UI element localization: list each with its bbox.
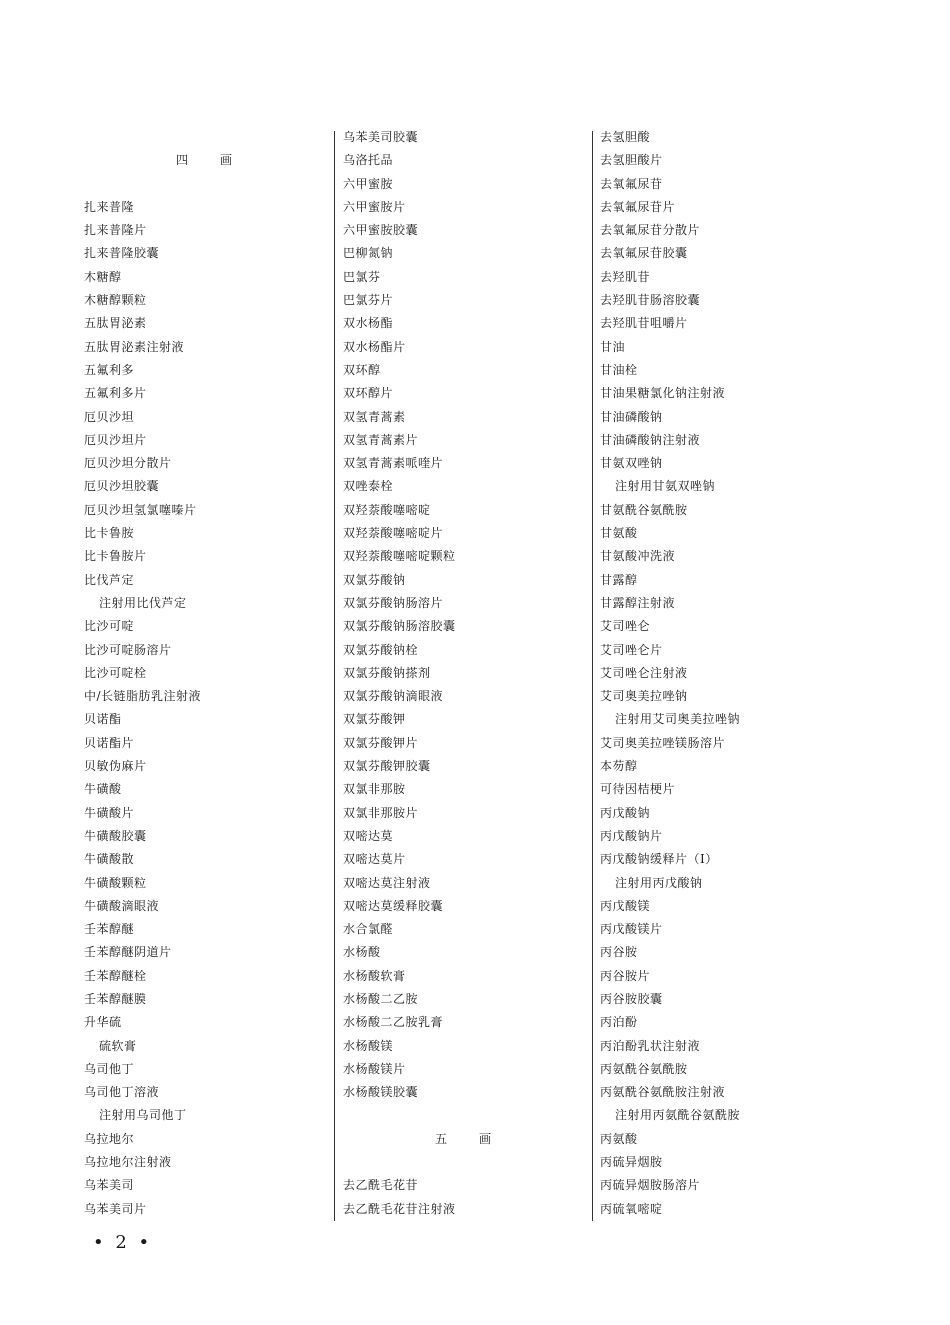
index-entry: 去羟肌苷肠溶胶囊: [600, 293, 701, 308]
index-entry: 厄贝沙坦片: [84, 432, 147, 447]
index-entry: 水杨酸软膏: [343, 968, 406, 983]
index-entry: 甘油果糖氯化钠注射液: [600, 386, 726, 401]
index-entry: 丙氨酰谷氨酰胺: [600, 1061, 688, 1076]
index-entry: 五肽胃泌素: [84, 316, 147, 331]
index-entry: 双嘧达莫: [343, 828, 394, 843]
index-entry: 比卡鲁胺: [84, 526, 135, 541]
index-entry: 乌苯美司片: [84, 1201, 147, 1216]
index-entry: 水杨酸: [343, 945, 381, 960]
index-entry: 牛磺酸滴眼液: [84, 898, 160, 913]
index-entry: 双氯芬酸钠: [343, 572, 406, 587]
index-entry: 升华硫: [84, 1015, 122, 1030]
index-column-1: [84, 126, 334, 1221]
index-entry: 六甲蜜胺: [343, 176, 394, 191]
index-entry: 去氧氟尿苷片: [600, 199, 676, 214]
index-entry: 双唑泰栓: [343, 479, 394, 494]
index-entry: 丙泊酚乳状注射液: [600, 1038, 701, 1053]
index-entry: 双水杨酯片: [343, 339, 406, 354]
index-entry: 贝诺酯片: [84, 735, 135, 750]
index-entry: 乌司他丁溶液: [84, 1085, 160, 1100]
index-entry: 双氯非那胺片: [343, 805, 419, 820]
spacer: [343, 1151, 593, 1174]
index-entry: 丙戊酸镁: [600, 898, 651, 913]
index-entry: 牛磺酸胶囊: [84, 828, 147, 843]
index-entry: 可待因桔梗片: [600, 782, 676, 797]
index-entry: 注射用丙戊酸钠: [615, 875, 703, 890]
index-entry: 双氯芬酸钾胶囊: [343, 759, 431, 774]
index-entry: 水杨酸镁: [343, 1038, 394, 1053]
index-entry: 双氢青蒿素片: [343, 432, 419, 447]
index-entry: 双氢青蒿素: [343, 409, 406, 424]
index-entry: 乌拉地尔注射液: [84, 1155, 172, 1170]
column-divider: [334, 131, 335, 1221]
index-entry: 丙硫异烟胺: [600, 1155, 663, 1170]
index-entry: 双氯芬酸钠搽剂: [343, 665, 431, 680]
index-column-2: [343, 126, 593, 1221]
index-entry: 硫软膏: [99, 1038, 137, 1053]
index-entry: 六甲蜜胺胶囊: [343, 223, 419, 238]
index-entry: 双氯芬酸钠滴眼液: [343, 689, 444, 704]
index-entry: 甘氨酰谷氨酰胺: [600, 502, 688, 517]
index-entry: 去乙酰毛花苷: [343, 1178, 419, 1193]
index-entry: 巴柳氮钠: [343, 246, 394, 261]
index-entry: 双环醇片: [343, 386, 394, 401]
index-entry: 艾司唑仑注射液: [600, 665, 688, 680]
index-entry: 艾司奥美拉唑钠: [600, 689, 688, 704]
index-entry: 壬苯醇醚膜: [84, 991, 147, 1006]
index-entry: 去氧氟尿苷胶囊: [600, 246, 688, 261]
index-entry: 丙戊酸镁片: [600, 922, 663, 937]
index-entry: 甘氨酸: [600, 526, 638, 541]
index-entry: 厄贝沙坦: [84, 409, 135, 424]
index-entry: 丙谷胺胶囊: [600, 991, 663, 1006]
index-entry: 丙戊酸钠: [600, 805, 651, 820]
index-entry: 双氯非那胺: [343, 782, 406, 797]
index-entry: 甘油磷酸钠注射液: [600, 432, 701, 447]
index-entry: 比沙可啶栓: [84, 665, 147, 680]
index-entry: 丙戊酸钠片: [600, 828, 663, 843]
index-entry: 甘油栓: [600, 362, 638, 377]
index-entry: 丙谷胺: [600, 945, 638, 960]
index-entry: 双水杨酯: [343, 316, 394, 331]
index-entry: 注射用丙氨酰谷氨酰胺: [615, 1108, 741, 1123]
index-entry: 扎来普隆胶囊: [84, 246, 160, 261]
index-entry: 巴氯芬片: [343, 293, 394, 308]
index-entry: 扎来普隆片: [84, 223, 147, 238]
index-entry: 乌拉地尔: [84, 1131, 135, 1146]
index-entry: 比沙可啶肠溶片: [84, 642, 172, 657]
index-entry: 艾司唑仑片: [600, 642, 663, 657]
spacer: [84, 126, 334, 149]
index-entry: 双氯芬酸钾片: [343, 735, 419, 750]
index-entry: 贝诺酯: [84, 712, 122, 727]
index-entry: 丙氨酰谷氨酰胺注射液: [600, 1085, 726, 1100]
index-entry: 五氟利多: [84, 362, 135, 377]
index-entry: 注射用艾司奥美拉唑钠: [615, 712, 741, 727]
index-entry: 壬苯醇醚阴道片: [84, 945, 172, 960]
index-entry: 甘油: [600, 339, 626, 354]
index-entry: 甘氨双唑钠: [600, 456, 663, 471]
index-entry: 双羟萘酸噻嘧啶颗粒: [343, 549, 456, 564]
index-entry: 丙氨酸: [600, 1131, 638, 1146]
index-entry: 巴氯芬: [343, 269, 381, 284]
index-entry: 去羟肌苷: [600, 269, 651, 284]
index-entry: 贝敏伪麻片: [84, 759, 147, 774]
index-entry: 水杨酸镁胶囊: [343, 1085, 419, 1100]
index-entry: 中/长链脂肪乳注射液: [84, 689, 202, 704]
index-entry: 双氯芬酸钠肠溶片: [343, 595, 444, 610]
index-entry: 双环醇: [343, 362, 381, 377]
index-entry: 丙硫氧嘧啶: [600, 1201, 663, 1216]
index-entry: 比卡鲁胺片: [84, 549, 147, 564]
index-entry: 六甲蜜胺片: [343, 199, 406, 214]
index-entry: 厄贝沙坦氢氯噻嗪片: [84, 502, 197, 517]
index-entry: 双氯芬酸钠栓: [343, 642, 419, 657]
index-entry: 双羟萘酸噻嘧啶: [343, 502, 431, 517]
index-entry: 甘油磷酸钠: [600, 409, 663, 424]
index-entry: 扎来普隆: [84, 199, 135, 214]
index-entry: 注射用比伐芦定: [99, 595, 187, 610]
index-entry: 五氟利多片: [84, 386, 147, 401]
index-entry: 水杨酸镁片: [343, 1061, 406, 1076]
spacer: [343, 1104, 593, 1127]
page-number: • 2 •: [93, 1232, 153, 1253]
index-entry: 去乙酰毛花苷注射液: [343, 1201, 456, 1216]
index-entry: 厄贝沙坦分散片: [84, 456, 172, 471]
section-heading: 四 画: [175, 153, 242, 168]
index-entry: 厄贝沙坦胶囊: [84, 479, 160, 494]
index-entry: 去氢胆酸: [600, 130, 651, 144]
index-entry: 去羟肌苷咀嚼片: [600, 316, 688, 331]
index-entry: 双氢青蒿素哌喹片: [343, 456, 444, 471]
index-entry: 水杨酸二乙胺乳膏: [343, 1015, 444, 1030]
index-entry: 艾司唑仑: [600, 619, 651, 634]
spacer: [84, 173, 334, 196]
index-entry: 双嘧达莫缓释胶囊: [343, 898, 444, 913]
index-entry: 水杨酸二乙胺: [343, 991, 419, 1006]
index-entry: 木糖醇: [84, 269, 122, 284]
section-heading: 五 画: [434, 1131, 501, 1146]
index-entry: 甘露醇: [600, 572, 638, 587]
index-entry: 牛磺酸散: [84, 852, 135, 867]
index-entry: 丙谷胺片: [600, 968, 651, 983]
index-entry: 本芴醇: [600, 759, 638, 774]
index-entry: 乌苯美司: [84, 1178, 135, 1193]
index-entry: 五肽胃泌素注射液: [84, 339, 185, 354]
index-entry: 乌司他丁: [84, 1061, 135, 1076]
index-entry: 比沙可啶: [84, 619, 135, 634]
index-entry: 牛磺酸片: [84, 805, 135, 820]
index-entry: 牛磺酸: [84, 782, 122, 797]
index-entry: 木糖醇颗粒: [84, 293, 147, 308]
index-entry: 双氯芬酸钾: [343, 712, 406, 727]
index-entry: 双嘧达莫注射液: [343, 875, 431, 890]
index-entry: 甘露醇注射液: [600, 595, 676, 610]
index-entry: 双嘧达莫片: [343, 852, 406, 867]
index-entry: 双羟萘酸噻嘧啶片: [343, 526, 444, 541]
index-entry: 去氢胆酸片: [600, 153, 663, 168]
index-entry: 乌苯美司胶囊: [343, 130, 419, 144]
index-entry: 丙戊酸钠缓释片（Ⅰ）: [600, 852, 718, 867]
index-entry: 丙硫异烟胺肠溶片: [600, 1178, 701, 1193]
index-entry: 乌洛托品: [343, 153, 394, 168]
index-entry: 丙泊酚: [600, 1015, 638, 1030]
index-entry: 壬苯醇醚栓: [84, 968, 147, 983]
index-entry: 壬苯醇醚: [84, 922, 135, 937]
index-column-3: [600, 126, 850, 1221]
index-entry: 去氧氟尿苷: [600, 176, 663, 191]
index-entry: 去氧氟尿苷分散片: [600, 223, 701, 238]
index-entry: 双氯芬酸钠肠溶胶囊: [343, 619, 456, 634]
index-entry: 水合氯醛: [343, 922, 394, 937]
index-entry: 牛磺酸颗粒: [84, 875, 147, 890]
index-entry: 艾司奥美拉唑镁肠溶片: [600, 735, 726, 750]
index-entry: 比伐芦定: [84, 572, 135, 587]
index-entry: 注射用乌司他丁: [99, 1108, 187, 1123]
index-entry: 注射用甘氨双唑钠: [615, 479, 716, 494]
index-entry: 甘氨酸冲洗液: [600, 549, 676, 564]
